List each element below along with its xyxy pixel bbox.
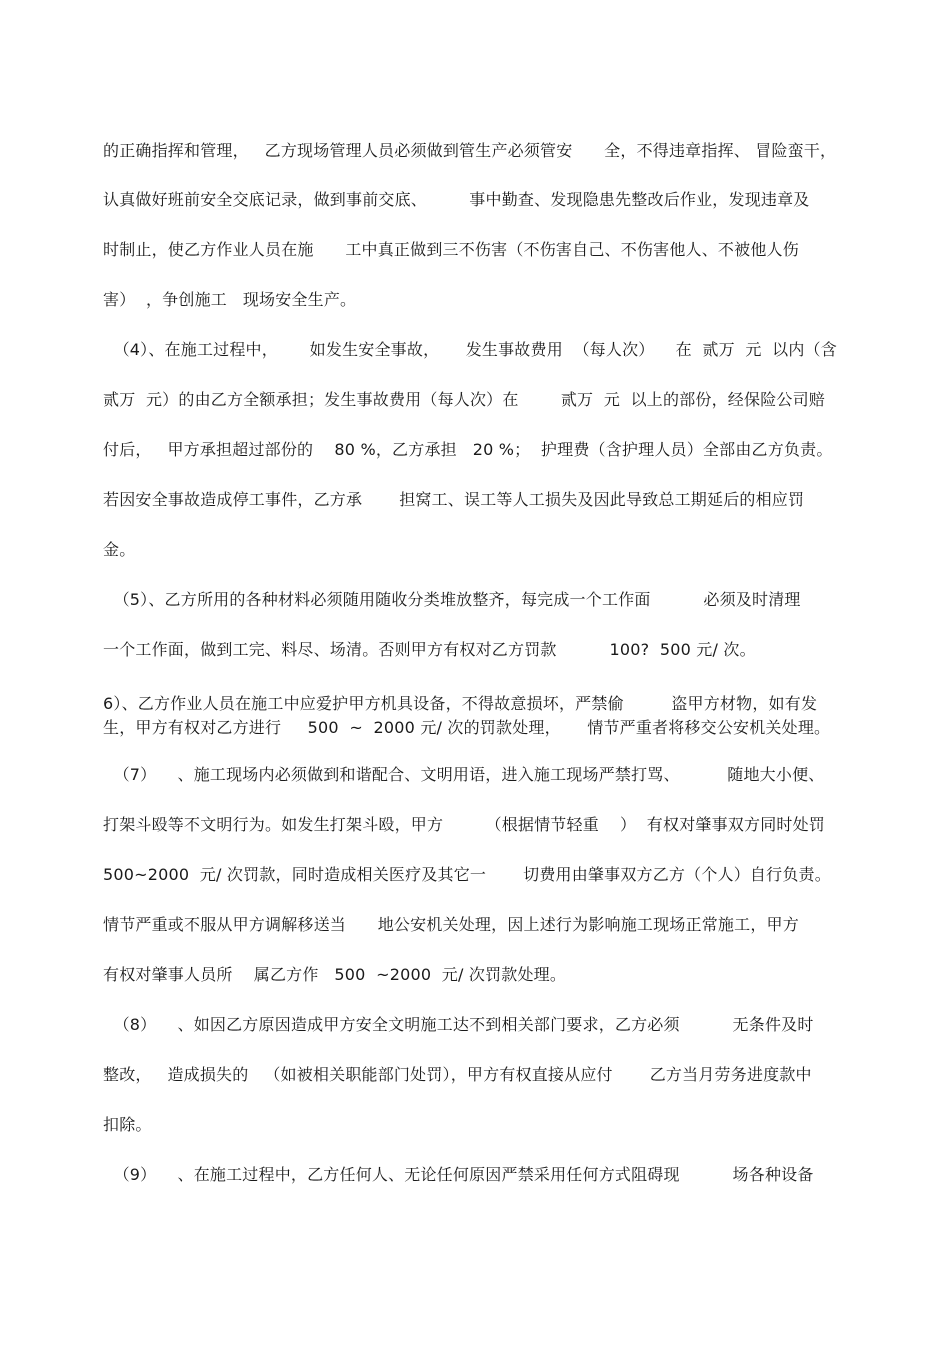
text-line: 害） ，争创施工 现场安全生产。 — [103, 290, 357, 309]
text-line: 有权对肇事人员所 属乙方作 500 ~2000 元/ 次罚款处理。 — [103, 965, 567, 984]
text-line: 500~2000 元/ 次罚款，同时造成相关医疗及其它一 切费用由肇事双方乙方（个人）自行负责。 — [103, 865, 831, 884]
text-line: 情节严重或不服从甲方调解移送当 地公安机关处理，因上述行为影响施工现场正常施工，甲方 — [103, 915, 799, 934]
text-line: 时制止，使乙方作业人员在施 工中真正做到三不伤害（不伤害自己、不伤害他人、不被他人伤 — [103, 240, 799, 259]
text-line: 生，甲方有权对乙方进行 500 ~ 2000 元/ 次的罚款处理， 情节严重者将移交公安机关处理。 — [103, 718, 831, 737]
text-line: 整改， 造成损失的 （如被相关职能部门处罚），甲方有权直接从应付 乙方当月劳务进度款中 — [103, 1065, 812, 1084]
text-line: 金。 — [103, 540, 136, 559]
text-line: 的正确指挥和管理， 乙方现场管理人员必须做到管生产必须管安 全，不得违章指挥、 冒险蛮干， — [103, 141, 837, 160]
text-line: 若因安全事故造成停工事件，乙方承 担窝工、误工等人工损失及因此导致总工期延后的相应罚 — [103, 490, 805, 509]
text-line: 贰万 元）的由乙方全额承担；发生事故费用（每人次）在 贰万 元 以上的部份，经保险公司赔 — [103, 390, 826, 409]
text-line: 认真做好班前安全交底记录，做到事前交底、 事中勤查、发现隐患先整改后作业，发现违章及 — [103, 190, 810, 209]
text-line: （8） 、如因乙方原因造成甲方安全文明施工达不到相关部门要求，乙方必须 无条件及时 — [103, 1015, 814, 1034]
text-line: （7） 、施工现场内必须做到和谐配合、文明用语，进入施工现场严禁打骂、 随地大小便、 — [103, 765, 825, 784]
text-line: 付后， 甲方承担超过部份的 80 %，乙方承担 20 %； 护理费（含护理人员）全部由乙方负责。 — [103, 440, 833, 459]
text-line: （9） 、在施工过程中，乙方任何人、无论任何原因严禁采用任何方式阻碍现 场各种设备 — [103, 1165, 814, 1184]
text-line: （5）、乙方所用的各种材料必须随用随收分类堆放整齐，每完成一个工作面 必须及时清理 — [103, 590, 801, 609]
text-line: 扣除。 — [103, 1115, 152, 1134]
text-line: 6）、乙方作业人员在施工中应爱护甲方机具设备，不得故意损坏，严禁偷 盗甲方材物，如有发 — [103, 694, 818, 713]
text-line: 打架斗殴等不文明行为。如发生打架斗殴，甲方 （根据情节轻重 ） 有权对肇事双方同时处罚 — [103, 815, 826, 834]
text-line: （4）、在施工过程中， 如发生安全事故， 发生事故费用 （每人次） 在 贰万 元 以内（含 — [103, 340, 837, 359]
text-line: 一个工作面，做到工完、料尽、场清。否则甲方有权对乙方罚款 100? 500 元/ 次。 — [103, 640, 756, 659]
